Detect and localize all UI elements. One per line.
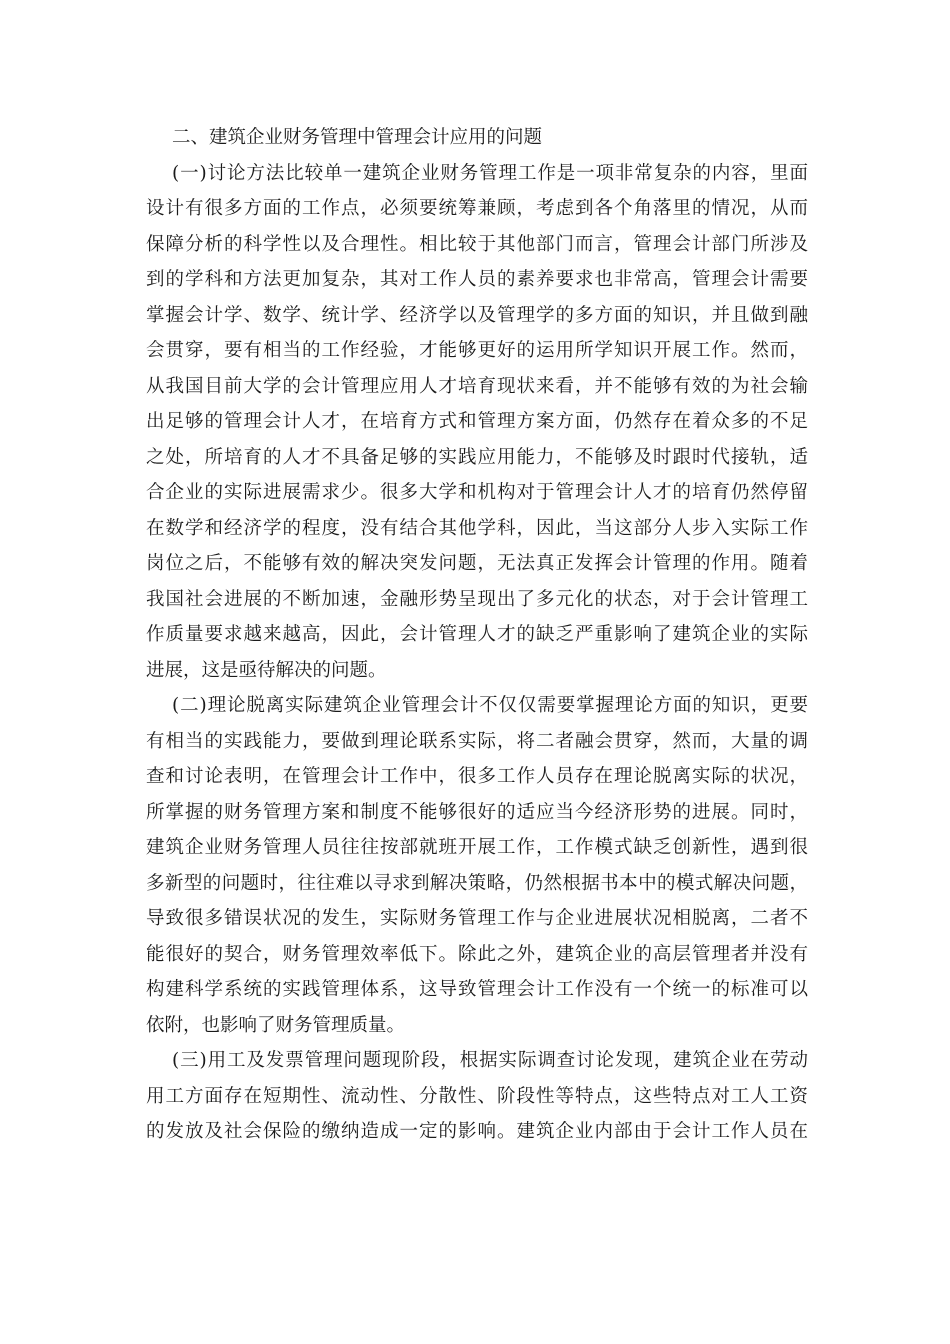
paragraph-line: 之处，所培育的人才不具备足够的实践应用能力，不能够及时跟时代接轨，适 [146,446,808,468]
paragraph-line: 作质量要求越来越高，因此，会计管理人才的缺乏严重影响了建筑企业的实际 [146,624,808,645]
paragraph-line: 岗位之后，不能够有效的解决突发问题，无法真正发挥会计管理的作用。随着 [146,553,808,574]
paragraph-line: 构建科学系统的实践管理体系，这导致管理会计工作没有一个统一的标准可以 [146,979,808,1000]
paragraph-line: 合企业的实际进展需求少。很多大学和机构对于管理会计人才的培育仍然停留 [146,482,808,503]
paragraph-2 [146,688,808,1043]
paragraph-line: 所掌握的财务管理方案和制度不能够很好的适应当今经济形势的进展。同时， [146,801,808,823]
paragraph-line: (三)用工及发票管理问题现阶段，根据实际调查讨论发现，建筑企业在劳动 [172,1050,808,1071]
document-body [146,120,808,1150]
section-heading: 二、建筑企业财务管理中管理会计应用的问题 [172,127,543,148]
paragraph-line: 设计有很多方面的工作点，必须要统筹兼顾，考虑到各个角落里的情况，从而 [146,198,808,219]
paragraph-3 [146,1043,808,1150]
paragraph-line: 掌握会计学、数学、统计学、经济学以及管理学的多方面的知识，并且做到融 [146,304,808,326]
paragraph-line: 用工方面存在短期性、流动性、分散性、阶段性等特点，这些特点对工人工资 [146,1085,808,1107]
paragraph-line: 会贯穿，要有相当的工作经验，才能够更好的运用所学知识开展工作。然而， [146,340,808,361]
paragraph-line: 到的学科和方法更加复杂，其对工作人员的素养要求也非常高，管理会计需要 [146,269,808,290]
paragraph-line: 进展，这是亟待解决的问题。 [146,659,387,681]
paragraph-line: 查和讨论表明，在管理会计工作中，很多工作人员存在理论脱离实际的状况， [146,766,808,787]
paragraph-line: 保障分析的科学性以及合理性。相比较于其他部门而言，管理会计部门所涉及 [146,233,808,255]
paragraph-line: 在数学和经济学的程度，没有结合其他学科，因此，当这部分人步入实际工作 [146,517,808,539]
paragraph-line: 的发放及社会保险的缴纳造成一定的影响。建筑企业内部由于会计工作人员在 [146,1121,808,1142]
paragraph-line: 导致很多错误状况的发生，实际财务管理工作与企业进展状况相脱离，二者不 [146,908,808,929]
paragraph-line: 我国社会进展的不断加速，金融形势呈现出了多元化的状态，对于会计管理工 [146,588,808,610]
paragraph-line: (二)理论脱离实际建筑企业管理会计不仅仅需要掌握理论方面的知识，更要 [172,695,808,716]
paragraph-line: 多新型的问题时，往往难以寻求到解决策略，仍然根据书本中的模式解决问题， [146,872,808,894]
paragraph-line: (一)讨论方法比较单一建筑企业财务管理工作是一项非常复杂的内容，里面 [172,162,808,184]
paragraph-line: 出足够的管理会计人才，在培育方式和管理方案方面，仍然存在着众多的不足 [146,411,808,432]
paragraph-line: 从我国目前大学的会计管理应用人才培育现状来看，并不能够有效的为社会输 [146,375,808,397]
paragraph-line: 能很好的契合，财务管理效率低下。除此之外，建筑企业的高层管理者并没有 [146,943,808,965]
paragraph-line: 有相当的实践能力，要做到理论联系实际，将二者融会贯穿，然而，大量的调 [146,730,808,752]
paragraph-line: 建筑企业财务管理人员往往按部就班开展工作，工作模式缺乏创新性，遇到很 [146,837,808,858]
paragraph-line: 依附，也影响了财务管理质量。 [146,1014,406,1036]
paragraph-1 [146,156,808,689]
